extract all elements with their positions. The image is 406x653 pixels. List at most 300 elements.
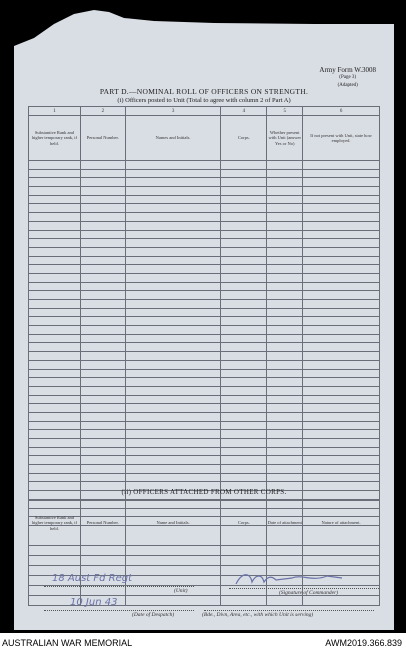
table-cell: [303, 456, 380, 465]
table-cell: [80, 334, 125, 343]
table-cell: [125, 556, 221, 566]
table-cell: [267, 430, 303, 439]
table-cell: [80, 239, 125, 248]
table-cell: [221, 326, 267, 335]
table-row: [29, 378, 380, 387]
table-cell: [80, 326, 125, 335]
table-row: [29, 247, 380, 256]
table-cell: [125, 300, 221, 309]
col-header-attach-date: Date of attachment: [267, 501, 303, 546]
table-cell: [221, 300, 267, 309]
table-cell: [125, 213, 221, 222]
table-cell: [80, 282, 125, 291]
table-row: [29, 169, 380, 178]
table-cell: [221, 412, 267, 421]
table-row: [29, 282, 380, 291]
table-cell: [80, 556, 125, 566]
table-cell: [221, 308, 267, 317]
table-cell: [221, 360, 267, 369]
col-num: 2: [80, 107, 125, 116]
table-cell: [303, 430, 380, 439]
table-cell: [80, 586, 125, 596]
table-row: [29, 395, 380, 404]
table-cell: [221, 169, 267, 178]
table-cell: [29, 178, 81, 187]
table-cell: [303, 352, 380, 361]
table-cell: [303, 291, 380, 300]
table-cell: [125, 473, 221, 482]
table-row: [29, 239, 380, 248]
table-cell: [221, 291, 267, 300]
table-cell: [303, 256, 380, 265]
table-row: [29, 291, 380, 300]
torn-top-edge: [14, 8, 394, 48]
table-row: [29, 360, 380, 369]
table-cell: [221, 473, 267, 482]
table-cell: [125, 326, 221, 335]
section2-title: (ii) OFFICERS ATTACHED FROM OTHER CORPS.: [121, 488, 287, 496]
table-cell: [221, 230, 267, 239]
table-row: [29, 386, 380, 395]
table-cell: [29, 300, 81, 309]
table-row: [29, 343, 380, 352]
signature-label: (Signature of Commander): [279, 590, 339, 596]
table-cell: [29, 386, 81, 395]
table-cell: [303, 195, 380, 204]
table-cell: [221, 395, 267, 404]
table-cell: [267, 326, 303, 335]
table-row: [29, 300, 380, 309]
table-cell: [80, 456, 125, 465]
table-cell: [303, 395, 380, 404]
table-cell: [29, 404, 81, 413]
table-row: [29, 404, 380, 413]
table-cell: [29, 204, 81, 213]
table-cell: [29, 187, 81, 196]
col-header-name: Name and Initials.: [125, 501, 221, 546]
table-cell: [29, 230, 81, 239]
table-cell: [80, 300, 125, 309]
table-cell: [125, 317, 221, 326]
table-cell: [80, 161, 125, 170]
table-cell: [80, 447, 125, 456]
table-cell: [303, 178, 380, 187]
table-cell: [221, 317, 267, 326]
table-cell: [125, 352, 221, 361]
bde-line: [204, 610, 374, 611]
table-cell: [267, 546, 303, 556]
table-cell: [221, 282, 267, 291]
attached-header-row: [29, 501, 380, 546]
column-header-row: [29, 116, 380, 161]
table-cell: [303, 187, 380, 196]
table-cell: [80, 169, 125, 178]
table-cell: [29, 447, 81, 456]
table-row: [29, 556, 380, 566]
table-cell: [29, 308, 81, 317]
table-cell: [267, 239, 303, 248]
table-cell: [125, 334, 221, 343]
table-row: [29, 161, 380, 170]
table-row: [29, 473, 380, 482]
table-cell: [303, 334, 380, 343]
table-cell: [29, 412, 81, 421]
col-header-attach-nature: Nature of attachment.: [303, 501, 380, 546]
form-status: (Adapted): [337, 83, 358, 88]
table-cell: [80, 213, 125, 222]
table-cell: [221, 343, 267, 352]
table-cell: [80, 343, 125, 352]
table-cell: [303, 439, 380, 448]
table-cell: [125, 465, 221, 474]
table-cell: [267, 282, 303, 291]
form-page: (Page 3): [339, 75, 357, 80]
table-cell: [125, 395, 221, 404]
table-cell: [80, 430, 125, 439]
table-row: [29, 195, 380, 204]
table-cell: [29, 546, 81, 556]
col-num: 1: [29, 107, 81, 116]
date-label: (Date of Despatch): [132, 612, 175, 618]
table-cell: [267, 273, 303, 282]
table-cell: [221, 352, 267, 361]
table-cell: [29, 239, 81, 248]
handwritten-unit: 18 Aust Fd Regt: [52, 573, 133, 584]
table-cell: [125, 256, 221, 265]
table-cell: [303, 300, 380, 309]
table-cell: [125, 447, 221, 456]
table-cell: [221, 556, 267, 566]
table-cell: [221, 178, 267, 187]
table-cell: [267, 421, 303, 430]
col-header-present: Whether present with Unit (answer Yes or No): [267, 116, 303, 161]
table-row: [29, 430, 380, 439]
table-cell: [125, 204, 221, 213]
form-name: Army Form W.3008: [319, 66, 376, 74]
table-cell: [303, 273, 380, 282]
table-cell: [221, 465, 267, 474]
col-header-rank: Substantive Rank and higher temporary rank, if held.: [29, 501, 81, 546]
table-cell: [125, 404, 221, 413]
table-cell: [125, 412, 221, 421]
table-cell: [125, 360, 221, 369]
table-row: [29, 213, 380, 222]
table-cell: [267, 439, 303, 448]
table-cell: [29, 556, 81, 566]
table-cell: [267, 221, 303, 230]
table-row: [29, 256, 380, 265]
col-header-name: Names and Initials.: [125, 116, 221, 161]
table-cell: [29, 317, 81, 326]
table-cell: [125, 343, 221, 352]
table-cell: [29, 334, 81, 343]
col-header-corps: Corps.: [221, 501, 267, 546]
table-cell: [125, 378, 221, 387]
table-cell: [125, 273, 221, 282]
table-cell: [29, 369, 81, 378]
table-cell: [29, 473, 81, 482]
table-row: [29, 273, 380, 282]
table-cell: [303, 239, 380, 248]
document-page: [14, 8, 394, 630]
table-cell: [29, 430, 81, 439]
table-cell: [221, 439, 267, 448]
col-header-corps: Corps.: [221, 116, 267, 161]
table-cell: [267, 265, 303, 274]
table-cell: [80, 378, 125, 387]
table-cell: [80, 546, 125, 556]
table-row: [29, 308, 380, 317]
watermark-left: AUSTRALIAN WAR MEMORIAL: [2, 638, 133, 648]
handwritten-date: 10 Jun 43: [70, 597, 118, 608]
table-cell: [303, 421, 380, 430]
table-cell: [303, 343, 380, 352]
signature-line: [229, 588, 379, 589]
table-row: [29, 439, 380, 448]
table-cell: [29, 195, 81, 204]
table-cell: [221, 265, 267, 274]
table-cell: [29, 421, 81, 430]
table-cell: [221, 421, 267, 430]
table-row: [29, 187, 380, 196]
table-cell: [80, 439, 125, 448]
watermark-right: AWM2019.366.839: [325, 638, 402, 648]
table-cell: [267, 378, 303, 387]
table-row: [29, 447, 380, 456]
col-header-number: Personal Number.: [80, 116, 125, 161]
table-cell: [267, 169, 303, 178]
table-row: [29, 412, 380, 421]
table-cell: [80, 195, 125, 204]
table-cell: [221, 369, 267, 378]
table-cell: [303, 556, 380, 566]
table-cell: [29, 256, 81, 265]
table-cell: [125, 421, 221, 430]
table-cell: [125, 161, 221, 170]
table-row: [29, 230, 380, 239]
table-cell: [267, 334, 303, 343]
table-cell: [80, 360, 125, 369]
table-cell: [267, 395, 303, 404]
table-cell: [125, 195, 221, 204]
table-row: [29, 465, 380, 474]
table-cell: [80, 412, 125, 421]
table-cell: [221, 273, 267, 282]
table-cell: [267, 556, 303, 566]
table-cell: [303, 221, 380, 230]
table-cell: [303, 213, 380, 222]
col-num: 5: [267, 107, 303, 116]
table-cell: [221, 456, 267, 465]
col-header-number: Personal Number.: [80, 501, 125, 546]
officers-table: [28, 106, 380, 526]
table-cell: [303, 447, 380, 456]
table-cell: [221, 195, 267, 204]
table-cell: [29, 282, 81, 291]
table-cell: [267, 247, 303, 256]
table-cell: [80, 291, 125, 300]
bde-label: (Bde., Divn, Area, etc., with which Unit is serving): [202, 612, 314, 618]
table-cell: [303, 317, 380, 326]
table-cell: [80, 421, 125, 430]
table-cell: [80, 187, 125, 196]
table-cell: [221, 386, 267, 395]
table-cell: [80, 352, 125, 361]
table-cell: [303, 282, 380, 291]
table-cell: [303, 204, 380, 213]
table-cell: [267, 447, 303, 456]
table-cell: [303, 465, 380, 474]
table-cell: [267, 343, 303, 352]
table-cell: [221, 239, 267, 248]
column-numbers-row: [29, 107, 380, 116]
table-cell: [80, 230, 125, 239]
table-row: [29, 421, 380, 430]
col-header-employed: If not present with Unit, state how employed.: [303, 116, 380, 161]
watermark-strip: [0, 633, 406, 653]
table-cell: [125, 221, 221, 230]
table-cell: [80, 465, 125, 474]
table-cell: [29, 213, 81, 222]
table-cell: [29, 465, 81, 474]
table-cell: [125, 308, 221, 317]
table-cell: [125, 369, 221, 378]
table-cell: [125, 386, 221, 395]
table-row: [29, 369, 380, 378]
table-row: [29, 317, 380, 326]
table-row: [29, 204, 380, 213]
table-cell: [303, 412, 380, 421]
unit-line: [44, 586, 194, 587]
table-cell: [221, 404, 267, 413]
section1-title: (i) Officers posted to Unit (Total to agree with column 2 of Part A): [117, 97, 291, 104]
table-cell: [80, 178, 125, 187]
table-cell: [303, 386, 380, 395]
table-cell: [221, 430, 267, 439]
table-cell: [267, 187, 303, 196]
table-cell: [267, 178, 303, 187]
table-cell: [303, 326, 380, 335]
col-num: 3: [125, 107, 221, 116]
unit-label: (Unit): [174, 588, 188, 594]
table-cell: [125, 439, 221, 448]
table-cell: [267, 386, 303, 395]
date-line: [44, 610, 194, 611]
table-cell: [303, 404, 380, 413]
table-cell: [80, 386, 125, 395]
commander-signature: [232, 568, 352, 590]
table-cell: [303, 169, 380, 178]
table-cell: [29, 169, 81, 178]
table-cell: [125, 239, 221, 248]
table-cell: [267, 291, 303, 300]
table-cell: [80, 308, 125, 317]
table-cell: [267, 300, 303, 309]
table-cell: [29, 343, 81, 352]
table-cell: [221, 161, 267, 170]
table-cell: [267, 352, 303, 361]
table-cell: [80, 247, 125, 256]
table-cell: [125, 247, 221, 256]
table-cell: [267, 360, 303, 369]
table-cell: [267, 213, 303, 222]
table-cell: [221, 334, 267, 343]
part-title: PART D.—NOMINAL ROLL OF OFFICERS ON STRENGTH.: [99, 87, 309, 96]
table-cell: [221, 596, 267, 606]
table-cell: [221, 204, 267, 213]
table-cell: [80, 473, 125, 482]
table-cell: [221, 546, 267, 556]
table-cell: [29, 456, 81, 465]
table-cell: [125, 596, 221, 606]
table-cell: [80, 404, 125, 413]
table-cell: [221, 187, 267, 196]
table-cell: [125, 187, 221, 196]
table-cell: [221, 256, 267, 265]
table-cell: [125, 566, 221, 576]
table-cell: [267, 465, 303, 474]
table-cell: [29, 395, 81, 404]
table-row: [29, 221, 380, 230]
table-cell: [125, 291, 221, 300]
table-cell: [125, 456, 221, 465]
table-cell: [29, 247, 81, 256]
table-cell: [221, 213, 267, 222]
table-cell: [267, 369, 303, 378]
table-cell: [267, 256, 303, 265]
table-row: [29, 265, 380, 274]
table-cell: [267, 308, 303, 317]
table-cell: [80, 265, 125, 274]
col-num: 6: [303, 107, 380, 116]
col-header-rank: Substantive Rank and higher temporary rank, if held.: [29, 116, 81, 161]
table-cell: [80, 256, 125, 265]
table-cell: [29, 352, 81, 361]
table-cell: [125, 178, 221, 187]
table-cell: [303, 308, 380, 317]
col-num: 4: [221, 107, 267, 116]
table-cell: [303, 230, 380, 239]
table-cell: [29, 265, 81, 274]
table-cell: [125, 546, 221, 556]
table-cell: [303, 369, 380, 378]
table-cell: [267, 230, 303, 239]
table-cell: [221, 221, 267, 230]
table-cell: [125, 265, 221, 274]
table-row: [29, 352, 380, 361]
table-cell: [303, 265, 380, 274]
table-cell: [125, 169, 221, 178]
table-cell: [29, 326, 81, 335]
table-cell: [80, 273, 125, 282]
table-cell: [125, 230, 221, 239]
table-cell: [303, 360, 380, 369]
table-cell: [267, 317, 303, 326]
table-row: [29, 546, 380, 556]
table-row: [29, 456, 380, 465]
table-cell: [29, 273, 81, 282]
table-cell: [303, 596, 380, 606]
table-cell: [29, 360, 81, 369]
table-cell: [267, 473, 303, 482]
table-cell: [125, 430, 221, 439]
table-cell: [267, 195, 303, 204]
table-cell: [303, 247, 380, 256]
table-cell: [267, 456, 303, 465]
table-row: [29, 326, 380, 335]
table-cell: [80, 221, 125, 230]
table-cell: [80, 204, 125, 213]
